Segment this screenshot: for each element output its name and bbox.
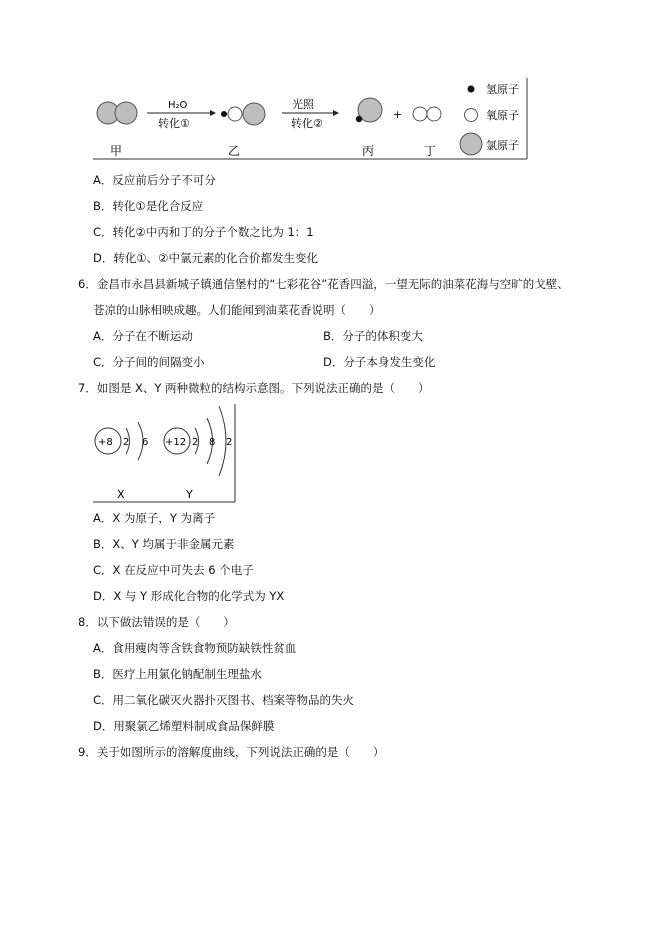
label-jia: 甲 <box>110 144 123 158</box>
atomic-structure-diagram <box>0 400 661 510</box>
q8-option-d: D．用聚氯乙烯塑料制成食品保鲜膜 <box>93 719 275 733</box>
jia-atom-2 <box>115 102 137 124</box>
q6-option-d: D．分子本身发生变化 <box>323 355 436 369</box>
y-shell-1: 2 <box>192 437 199 448</box>
x-shell-1: 2 <box>123 437 130 448</box>
x-shell-2: 6 <box>142 437 149 448</box>
q7-option-d: D．X 与 Y 形成化合物的化学式为 YX <box>93 589 285 603</box>
q5-option-b: B．转化①是化合反应 <box>93 199 204 213</box>
y-shell-2: 8 <box>209 437 216 448</box>
label-yi: 乙 <box>228 144 241 158</box>
q9-stem: 9．关于如图所示的溶解度曲线，下列说法正确的是（ ） <box>78 745 385 759</box>
y-nucleus-charge: +12 <box>165 437 187 448</box>
ding-oxygen-2 <box>427 107 441 121</box>
legend-oxygen: 氧原子 <box>486 109 519 122</box>
legend-hydrogen-icon <box>468 86 475 93</box>
arrow2-head <box>333 110 339 116</box>
q5-option-d: D．转化①、②中氯元素的化合价都发生变化 <box>93 251 318 265</box>
label-bing: 丙 <box>362 144 375 158</box>
ding-oxygen-1 <box>413 107 427 121</box>
q8-option-c: C．用二氧化碳灭火器扑灭图书、档案等物品的失火 <box>93 693 355 707</box>
q6-stem-line2: 苍凉的山脉相映成趣。人们能闻到油菜花香说明（ ） <box>93 303 381 317</box>
q8-stem: 8．以下做法错误的是（ ） <box>78 615 235 629</box>
plus-sign: + <box>393 108 403 121</box>
reaction-diagram <box>0 0 661 170</box>
legend-chlorine-icon <box>460 133 482 155</box>
q8-option-b: B．医疗上用氯化钠配制生理盐水 <box>93 667 262 681</box>
q7-stem: 7．如图是 X、Y 两种微粒的结构示意图。下列说法正确的是（ ） <box>78 381 430 395</box>
arrow1-bottom: 转化① <box>158 117 190 130</box>
q6-option-a: A．分子在不断运动 <box>93 329 193 343</box>
legend-hydrogen: 氢原子 <box>486 83 519 96</box>
arrow1-head <box>210 110 216 116</box>
q8-option-a: A．食用瘦肉等含铁食物预防缺铁性贫血 <box>93 641 297 655</box>
y-label: Y <box>186 488 193 501</box>
q7-option-c: C．X 在反应中可失去 6 个电子 <box>93 563 254 577</box>
yi-chlorine <box>243 103 265 125</box>
q6-option-b: B．分子的体积变大 <box>323 329 423 343</box>
x-label: X <box>117 488 125 501</box>
yi-hydrogen <box>221 111 227 117</box>
q5-option-c: C．转化②中丙和丁的分子个数之比为 1：1 <box>93 225 314 239</box>
legend-oxygen-icon <box>465 109 478 122</box>
q6-stem-line1: 6．金昌市永昌县新城子镇通信堡村的“七彩花谷”花香四溢，一望无际的油菜花海与空旷的戈壁、 <box>78 277 569 291</box>
q5-option-a: A．反应前后分子不可分 <box>93 173 216 187</box>
q6-option-c: C．分子间的间隔变小 <box>93 355 205 369</box>
q7-option-a: A．X 为原子，Y 为离子 <box>93 511 216 525</box>
bing-hydrogen <box>356 116 362 122</box>
q7-option-b: B．X、Y 均属于非金属元素 <box>93 537 235 551</box>
label-ding: 丁 <box>424 144 437 158</box>
arrow1-top: H₂O <box>168 100 188 111</box>
yi-oxygen <box>228 107 242 121</box>
x-nucleus-charge: +8 <box>98 437 113 448</box>
y-shell-3: 2 <box>226 437 233 448</box>
y-shell-3-arc <box>219 406 226 476</box>
legend-chlorine: 氯原子 <box>486 139 519 152</box>
arrow2-top: 光照 <box>292 98 314 111</box>
arrow2-bottom: 转化② <box>291 117 323 130</box>
